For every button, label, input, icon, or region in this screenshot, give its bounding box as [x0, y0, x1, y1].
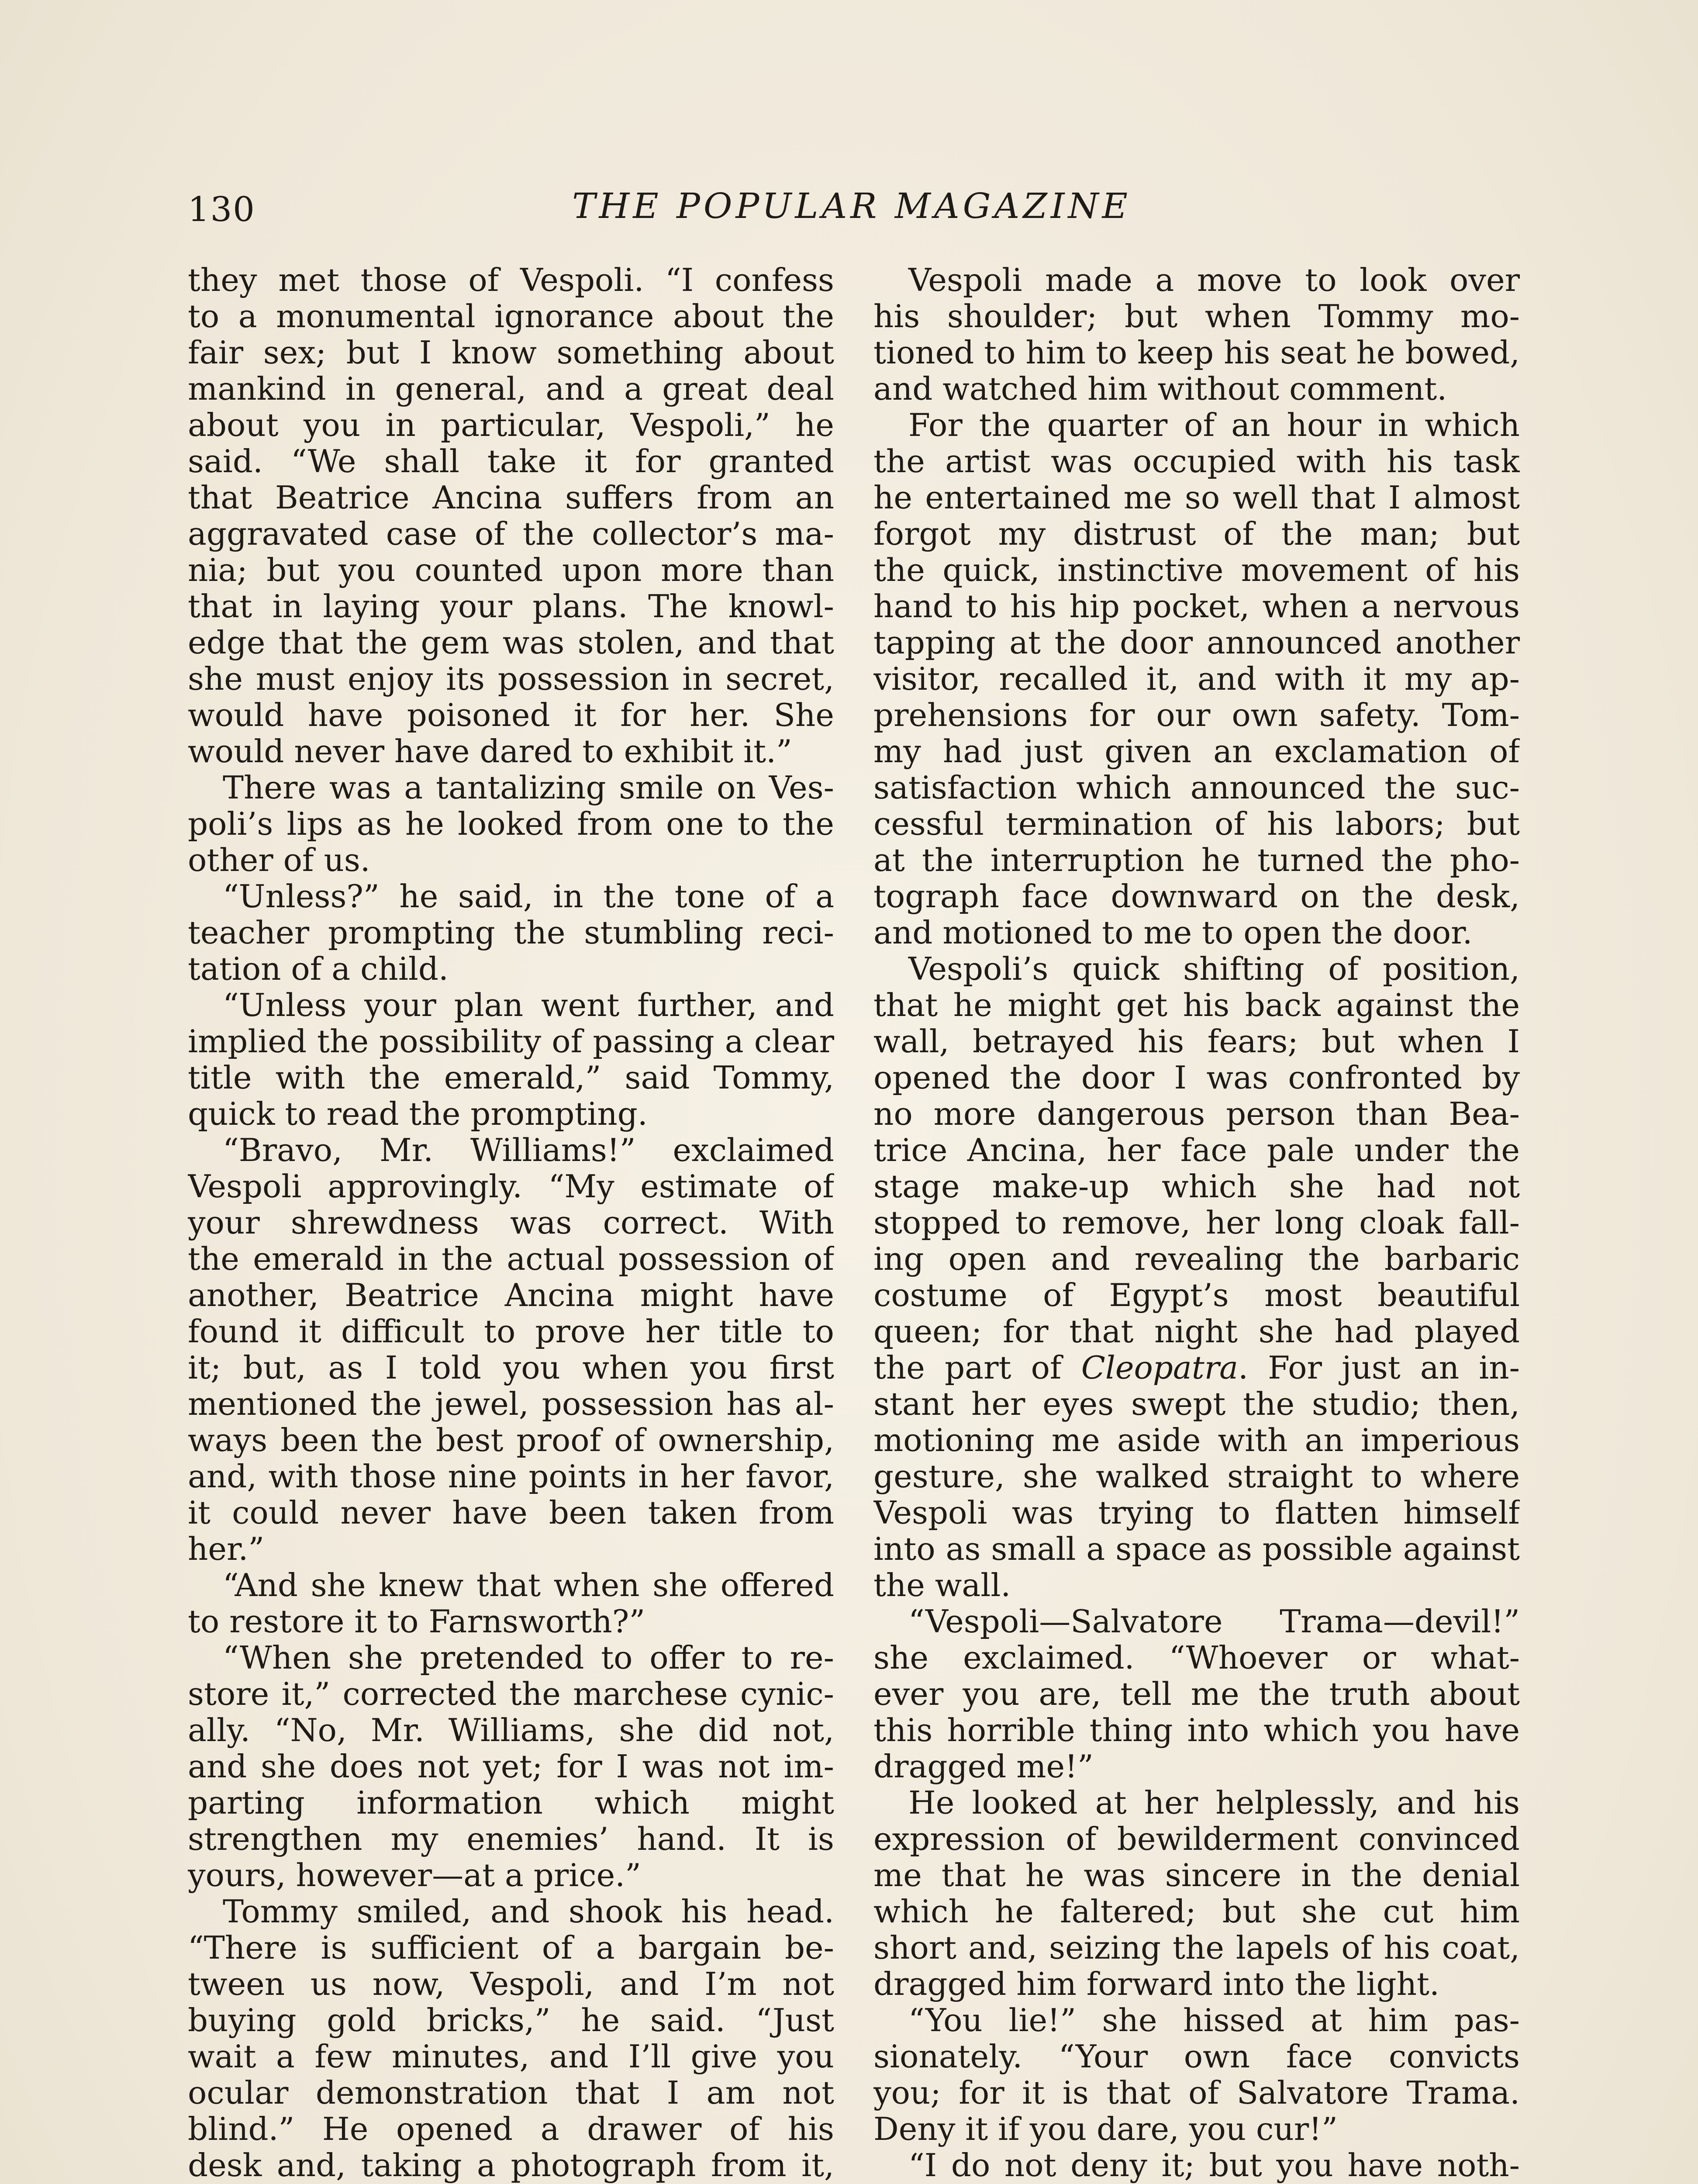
text-line: the artist was occupied with his task	[873, 443, 1520, 480]
text-line: motioning me aside with an imperious	[873, 1422, 1520, 1458]
text-line: ing open and revealing the barbaric	[873, 1241, 1520, 1277]
text-line: visitor, recalled it, and with it my ap-	[873, 661, 1520, 697]
text-line: poli’s lips as he looked from one to the	[188, 806, 834, 842]
text-line: and watched him without comment.	[873, 371, 1447, 407]
text-line: the wall.	[873, 1567, 1011, 1603]
text-line: “Bravo, Mr. Williams!” exclaimed	[223, 1132, 834, 1168]
text-line: For the quarter of an hour in which	[908, 407, 1520, 443]
text-line: ways been the best proof of ownership,	[188, 1422, 834, 1458]
right-column	[873, 262, 1520, 2184]
text-line: desk and, taking a photograph from it,	[188, 2147, 834, 2184]
text-line: no more dangerous person than Bea-	[873, 1096, 1520, 1132]
text-line: to restore it to Farnsworth?”	[188, 1603, 645, 1640]
text-line: fair sex; but I know something about	[188, 335, 834, 371]
text-line: tioned to him to keep his seat he bowed,	[873, 335, 1520, 371]
text-line: cessful termination of his labors; but	[873, 806, 1520, 842]
text-line: would have poisoned it for her. She	[188, 697, 834, 733]
text-line: another, Beatrice Ancina might have	[188, 1277, 834, 1313]
text-line: the emerald in the actual possession of	[188, 1241, 834, 1277]
text-line: they met those of Vespoli. “I confess	[188, 262, 834, 298]
text-line: ocular demonstration that I am not	[188, 2075, 834, 2111]
text-line: trice Ancina, her face pale under the	[873, 1132, 1520, 1168]
text-line: “I do not deny it; but you have noth-	[908, 2147, 1520, 2184]
text-line: your shrewdness was correct. With	[188, 1205, 834, 1241]
text-line: to a monumental ignorance about the	[188, 298, 834, 335]
text-line: it could never have been taken from	[188, 1495, 834, 1531]
text-line: “When she pretended to offer to re-	[223, 1640, 834, 1676]
left-column	[188, 262, 834, 2184]
text-line: at the interruption he turned the pho-	[873, 842, 1520, 878]
text-line: store it,” corrected the marchese cynic-	[188, 1676, 834, 1712]
text-line: said. “We shall take it for granted	[188, 443, 834, 480]
text-line: teacher prompting the stumbling reci-	[188, 915, 834, 951]
text-line: other of us.	[188, 842, 370, 878]
text-line: strengthen my enemies’ hand. It is	[188, 1821, 834, 1857]
text-line: tween us now, Vespoli, and I’m not	[188, 1966, 834, 2002]
text-line: forgot my distrust of the man; but	[873, 516, 1520, 552]
text-line: dragged me!”	[873, 1749, 1094, 1785]
text-line: Vespoli approvingly. “My estimate of	[188, 1168, 834, 1205]
text-line: my had just given an exclamation of	[873, 733, 1520, 770]
text-line: He looked at her helplessly, and his	[908, 1785, 1520, 1821]
text-line: mankind in general, and a great deal	[188, 371, 834, 407]
text-line: her.”	[188, 1531, 265, 1567]
text-line: tation of a child.	[188, 951, 449, 987]
text-line: “You lie!” she hissed at him pas-	[908, 2002, 1520, 2039]
text-line: tapping at the door announced another	[873, 625, 1520, 661]
text-line: and, with those nine points in her favor,	[188, 1458, 834, 1495]
text-line: he entertained me so well that I almost	[873, 480, 1520, 516]
page-header	[188, 177, 1515, 247]
text-line: prehensions for our own safety. Tom-	[873, 697, 1520, 733]
text-line: edge that the gem was stolen, and that	[188, 625, 834, 661]
text-line: that in laying your plans. The knowl-	[188, 588, 834, 625]
text-line: this horrible thing into which you have	[873, 1712, 1520, 1749]
text-line: the quick, instinctive movement of his	[873, 552, 1520, 588]
text-line: mentioned the jewel, possession has al-	[188, 1386, 834, 1422]
text-line: and she does not yet; for I was not im-	[188, 1749, 834, 1785]
text-line: “There is sufficient of a bargain be-	[188, 1930, 834, 1966]
text-line: short and, seizing the lapels of his coat,	[873, 1930, 1520, 1966]
text-line: stopped to remove, her long cloak fall-	[873, 1205, 1520, 1241]
text-line: sionately. “Your own face convicts	[873, 2039, 1520, 2075]
text-line: queen; for that night she had played	[873, 1313, 1520, 1350]
text-line: about you in particular, Vespoli,” he	[188, 407, 834, 443]
text-line: that Beatrice Ancina suffers from an	[188, 480, 834, 516]
text-line: she exclaimed. “Whoever or what-	[873, 1640, 1520, 1676]
text-line: into as small a space as possible against	[873, 1531, 1520, 1567]
text-line: dragged him forward into the light.	[873, 1966, 1439, 2002]
text-line: hand to his hip pocket, when a nervous	[873, 588, 1520, 625]
text-line: yours, however—at a price.”	[188, 1857, 641, 1894]
text-line: you; for it is that of Salvatore Trama.	[873, 2075, 1520, 2111]
text-line: ally. “No, Mr. Williams, she did not,	[188, 1712, 834, 1749]
text-columns	[188, 262, 1520, 2184]
text-line: she must enjoy its possession in secret,	[188, 661, 834, 697]
page-number: 130	[188, 190, 255, 229]
text-line: that he might get his back against the	[873, 987, 1520, 1023]
text-line: Deny it if you dare, you cur!”	[873, 2111, 1338, 2147]
text-line: would never have dared to exhibit it.”	[188, 733, 792, 770]
text-line: gesture, she walked straight to where	[873, 1458, 1520, 1495]
text-line: quick to read the prompting.	[188, 1096, 648, 1132]
text-line: blind.” He opened a drawer of his	[188, 2111, 834, 2147]
text-line: wall, betrayed his fears; but when I	[873, 1023, 1520, 1060]
text-line: buying gold bricks,” he said. “Just	[188, 2002, 834, 2039]
text-line: found it difficult to prove her title to	[188, 1313, 834, 1350]
text-line: his shoulder; but when Tommy mo-	[873, 298, 1520, 335]
text-line: it; but, as I told you when you first	[188, 1350, 834, 1386]
text-line: expression of bewilderment convinced	[873, 1821, 1520, 1857]
text-line: nia; but you counted upon more than	[188, 552, 834, 588]
text-line: ever you are, tell me the truth about	[873, 1676, 1520, 1712]
text-line: Vespoli made a move to look over	[908, 262, 1520, 298]
text-line: “Unless your plan went further, and	[223, 987, 834, 1023]
text-line: aggravated case of the collector’s ma-	[188, 516, 834, 552]
text-line: tograph face downward on the desk,	[873, 878, 1520, 915]
text-line: Vespoli was trying to flatten himself	[873, 1495, 1520, 1531]
text-line: costume of Egypt’s most beautiful	[873, 1277, 1520, 1313]
text-line: stant her eyes swept the studio; then,	[873, 1386, 1520, 1422]
text-line: title with the emerald,” said Tommy,	[188, 1060, 834, 1096]
text-line: “Unless?” he said, in the tone of a	[223, 878, 834, 915]
text-line: “Vespoli—Salvatore Trama—devil!”	[908, 1603, 1520, 1640]
text-line: Tommy smiled, and shook his head.	[223, 1894, 834, 1930]
text-line: parting information which might	[188, 1785, 834, 1821]
text-line: and motioned to me to open the door.	[873, 915, 1473, 951]
text-line: satisfaction which announced the suc-	[873, 770, 1520, 806]
running-title: THE POPULAR MAGAZINE	[572, 186, 1131, 226]
text-line: stage make-up which she had not	[873, 1168, 1520, 1205]
text-line: me that he was sincere in the denial	[873, 1857, 1520, 1894]
text-line: the part of Cleopatra. For just an in-	[873, 1350, 1520, 1386]
text-line: which he faltered; but she cut him	[873, 1894, 1520, 1930]
text-line: opened the door I was confronted by	[873, 1060, 1520, 1096]
text-line: wait a few minutes, and I’ll give you	[188, 2039, 834, 2075]
text-line: There was a tantalizing smile on Ves-	[223, 770, 834, 806]
text-line: Vespoli’s quick shifting of position,	[908, 951, 1520, 987]
text-line: implied the possibility of passing a clear	[188, 1023, 834, 1060]
text-line: “And she knew that when she offered	[223, 1567, 834, 1603]
